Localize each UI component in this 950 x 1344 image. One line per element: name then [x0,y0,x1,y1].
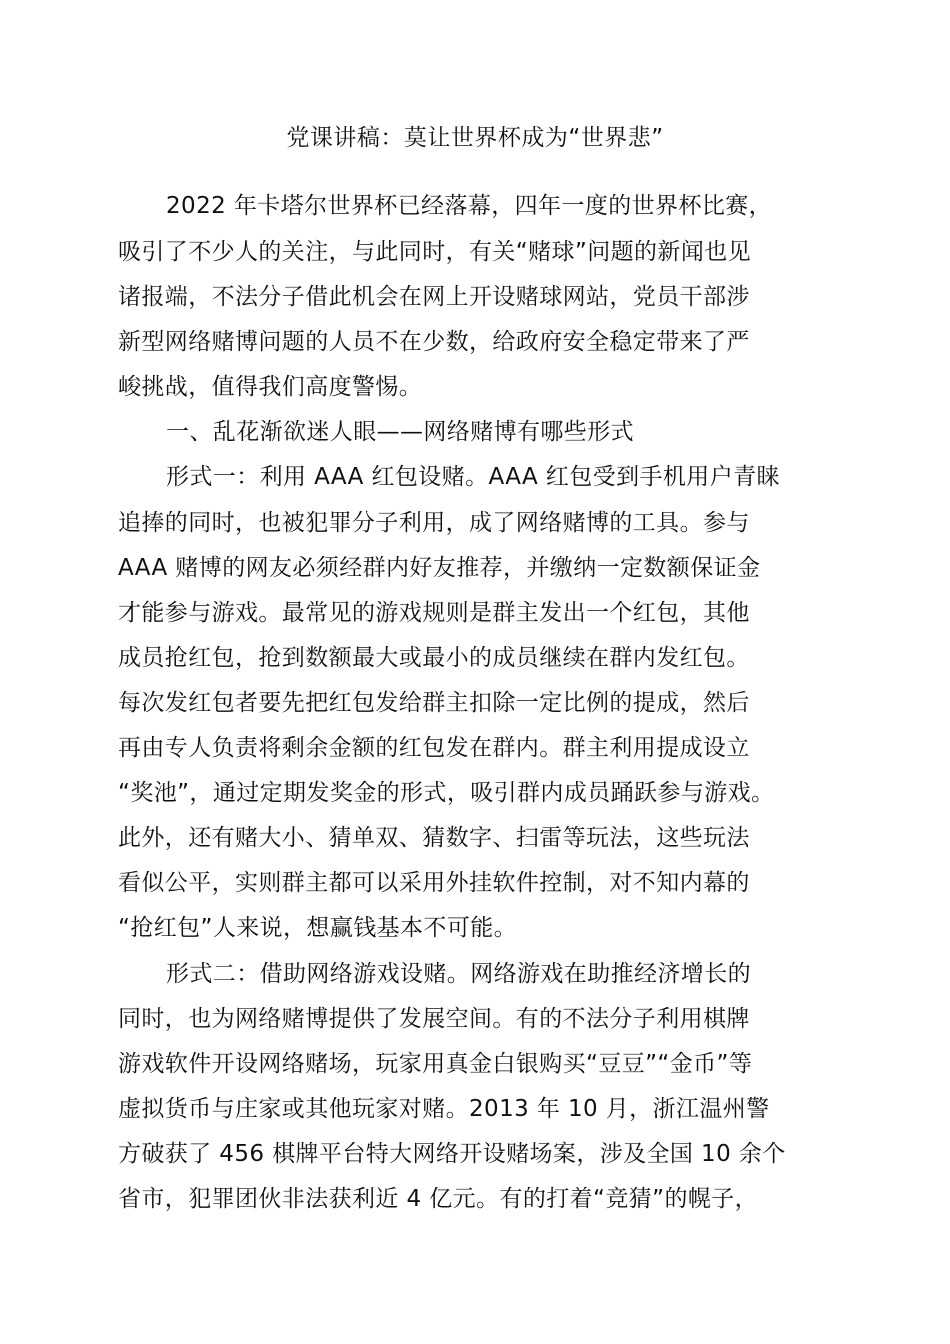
paragraph-line: 方破获了 456 棋牌平台特大网络开设赌场案，涉及全国 10 余个 [118,1141,786,1167]
paragraph-line: 才能参与游戏。最常见的游戏规则是群主发出一个红包，其他 [118,600,750,626]
paragraph-line: 峻挑战，值得我们高度警惕。 [118,374,423,400]
paragraph-line: 再由专人负责将剩余金额的红包发在群内。群主利用提成设立 [118,735,750,761]
paragraph-line: “奖池”，通过定期发奖金的形式，吸引群内成员踊跃参与游戏。 [118,780,775,806]
paragraph-line: 追捧的同时，也被犯罪分子利用，成了网络赌博的工具。参与 [118,510,750,536]
paragraph-line: 省市，犯罪团伙非法获利近 4 亿元。有的打着“竞猜”的幌子， [118,1186,759,1212]
document-title: 党课讲稿：莫让世界杯成为“世界悲” [286,125,664,151]
paragraph-line: 虚拟货币与庄家或其他玩家对赌。2013 年 10 月，浙江温州警 [118,1096,770,1122]
paragraph-line: AAA 赌博的网友必须经群内好友推荐，并缴纳一定数额保证金 [118,555,761,581]
paragraph-line: 诸报端，不法分子借此机会在网上开设赌球网站，党员干部涉 [118,284,750,310]
paragraph-line: 2022 年卡塔尔世界杯已经落幕，四年一度的世界杯比赛， [166,193,773,219]
paragraph-line: 形式一：利用 AAA 红包设赌。AAA 红包受到手机用户青睐 [166,464,780,490]
section-heading: 一、乱花渐欲迷人眼——网络赌博有哪些形式 [166,419,634,445]
paragraph-line: 此外，还有赌大小、猜单双、猜数字、扫雷等玩法，这些玩法 [118,825,750,851]
paragraph-line: 吸引了不少人的关注，与此同时，有关“赌球”问题的新闻也见 [118,239,752,265]
paragraph-line: 看似公平，实则群主都可以采用外挂软件控制，对不知内幕的 [118,870,750,896]
paragraph-line: 同时，也为网络赌博提供了发展空间。有的不法分子利用棋牌 [118,1006,750,1032]
paragraph-line: 成员抢红包，抢到数额最大或最小的成员继续在群内发红包。 [118,645,750,671]
paragraph-line: 每次发红包者要先把红包发给群主扣除一定比例的提成，然后 [118,690,750,716]
paragraph-line: 新型网络赌博问题的人员不在少数，给政府安全稳定带来了严 [118,329,750,355]
paragraph-line: 形式二：借助网络游戏设赌。网络游戏在助推经济增长的 [166,961,751,987]
paragraph-line: 游戏软件开设网络赌场，玩家用真金白银购买“豆豆”“金币”等 [118,1051,753,1077]
paragraph-line: “抢红包”人来说，想赢钱基本不可能。 [118,915,518,941]
